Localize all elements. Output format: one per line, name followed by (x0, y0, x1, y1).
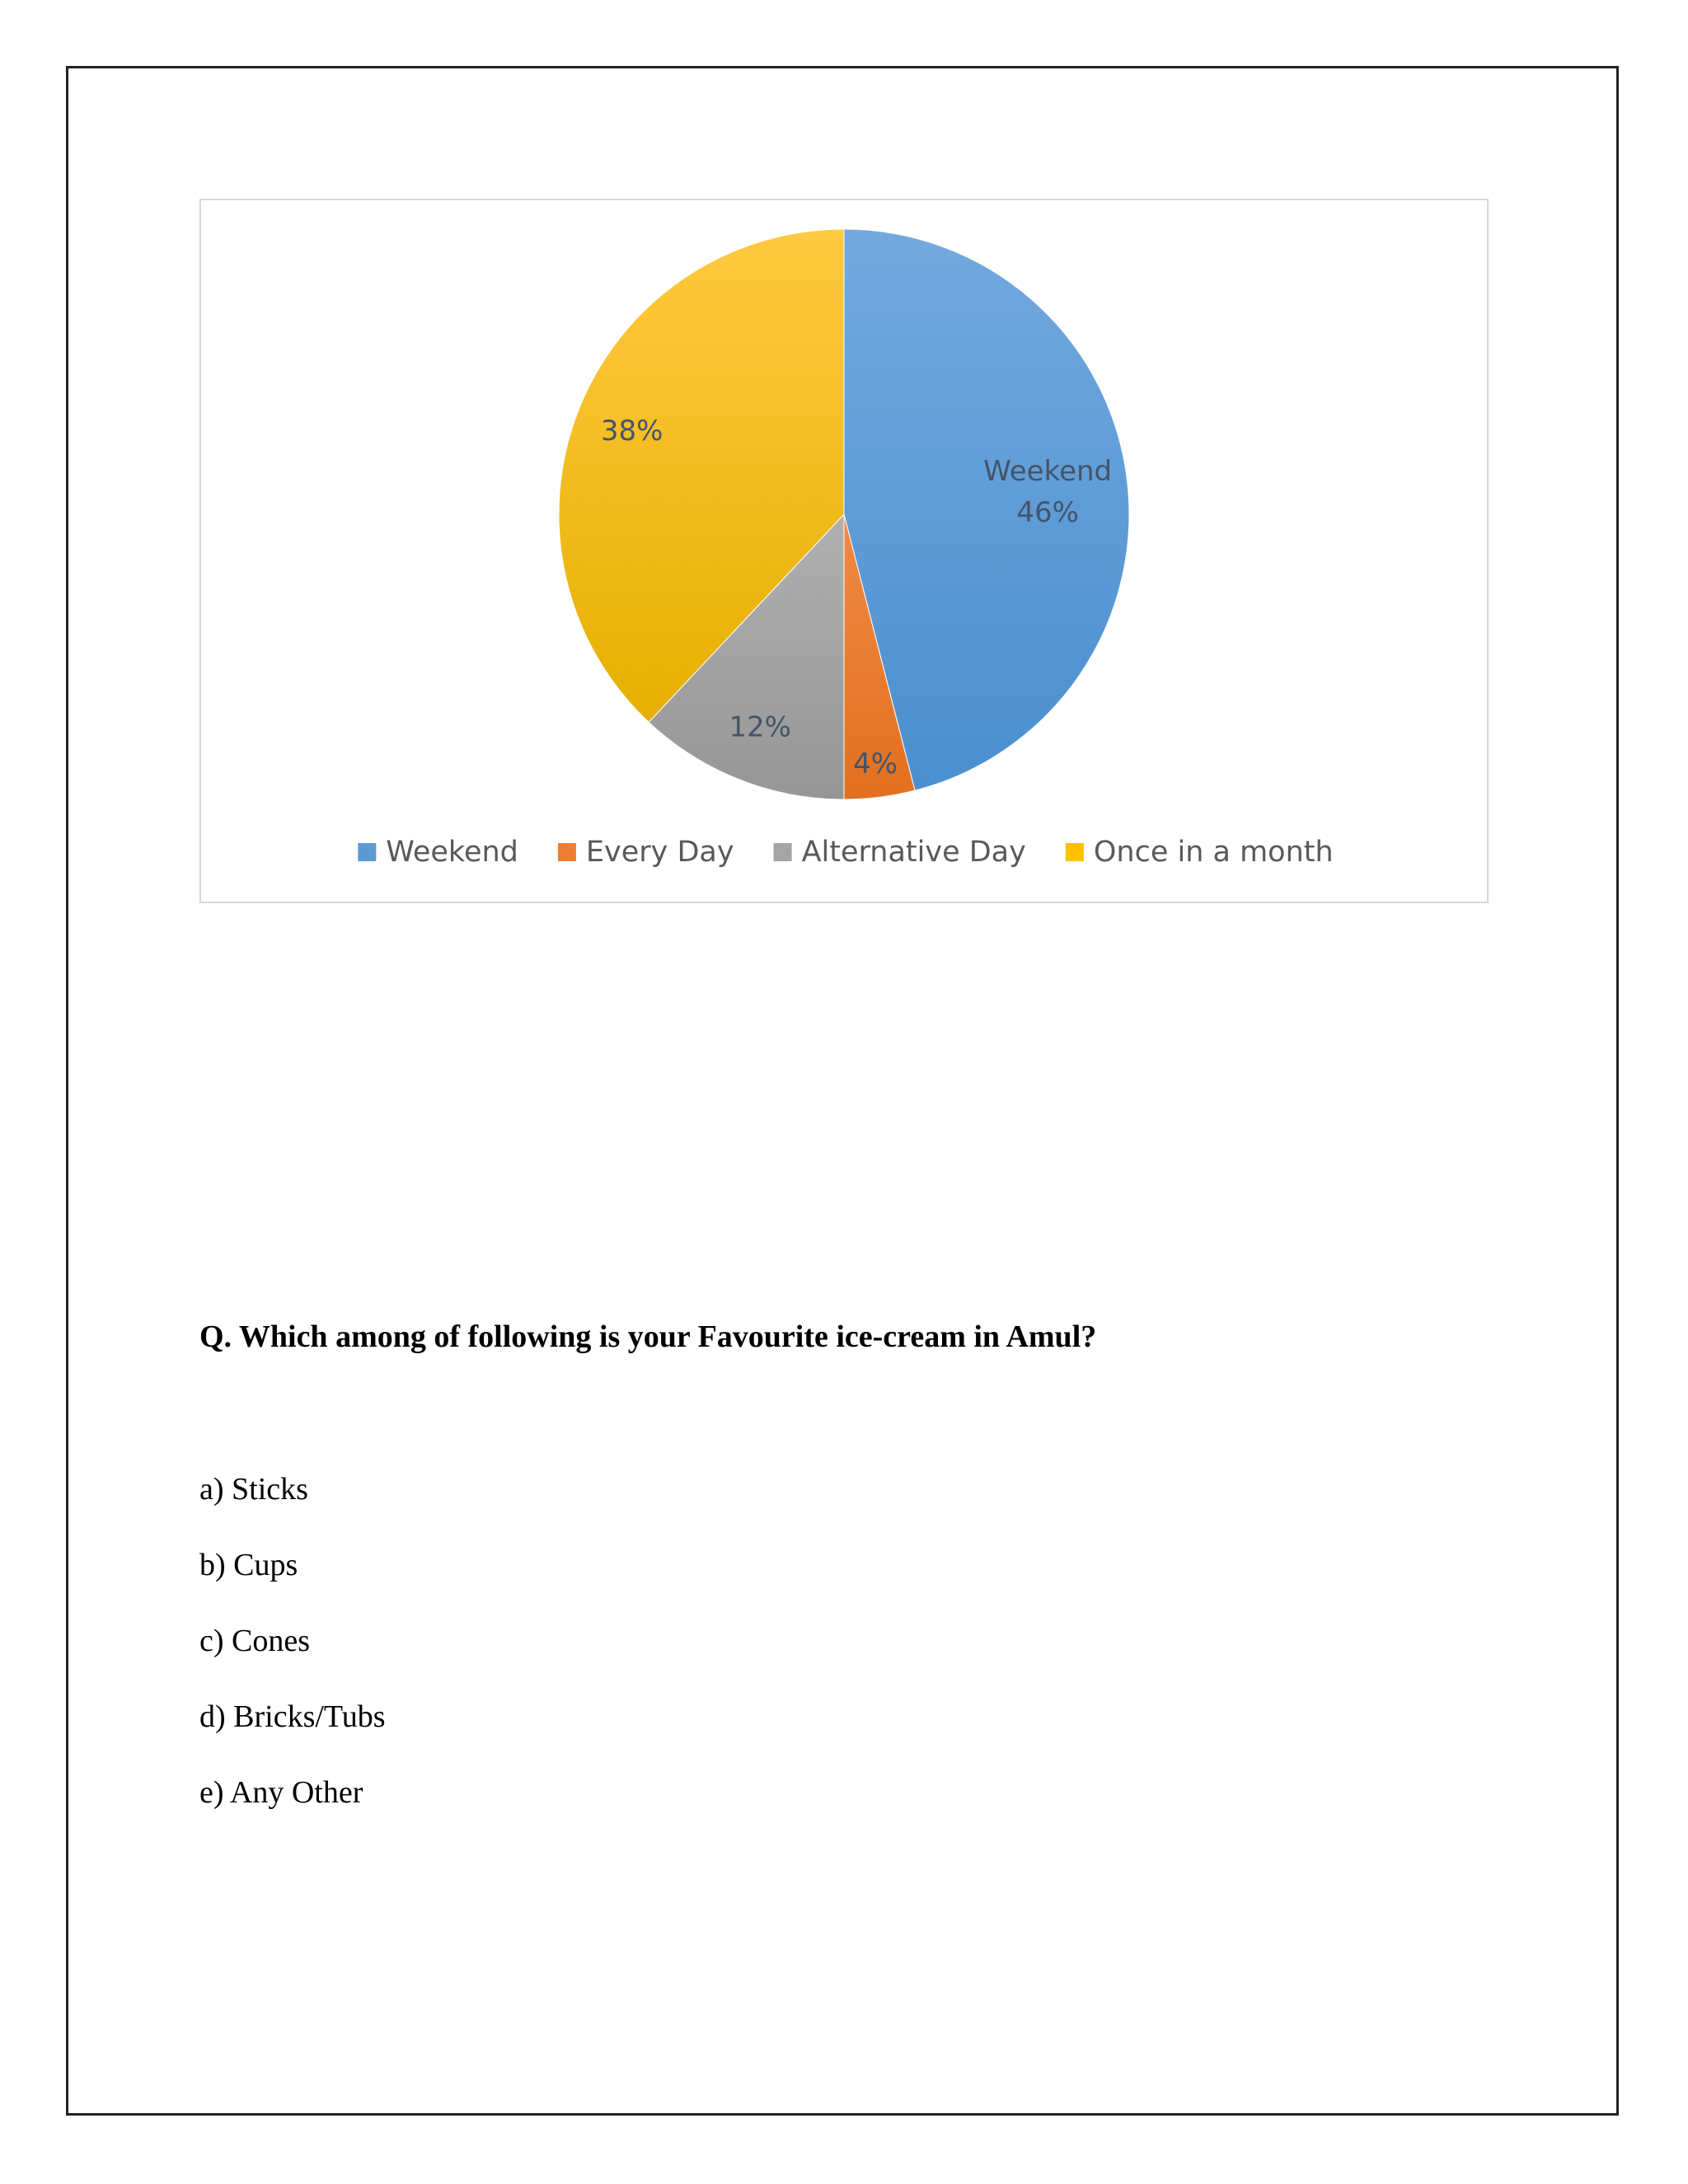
legend-label-once-in-a-month: Once in a month (1093, 836, 1334, 869)
option-a: a) Sticks (199, 1472, 308, 1507)
question-text: Q. Which among of following is your Favourite ice-cream in Amul? (199, 1319, 1097, 1354)
answer-options (199, 1471, 386, 1850)
slice-value-label: 12% (729, 710, 791, 744)
legend-swatch-alternative-day (774, 843, 792, 861)
legend-label-weekend: Weekend (386, 836, 518, 869)
option-b: b) Cups (199, 1548, 298, 1582)
legend-swatch-weekend (358, 843, 376, 861)
slice-category-label: Weekend (983, 454, 1113, 488)
legend-swatch-every-day (558, 843, 576, 861)
legend-label-every-day: Every Day (585, 836, 734, 869)
legend-swatch-once-in-a-month (1066, 843, 1084, 861)
option-d: d) Bricks/Tubs (199, 1699, 386, 1734)
option-c: c) Cones (199, 1624, 311, 1658)
slice-value-label: 4% (853, 748, 898, 781)
slice-value-label: 38% (600, 415, 663, 448)
pie-chart-canvas (201, 200, 1490, 905)
legend-label-alternative-day: Alternative Day (801, 836, 1026, 869)
slice-value-label: 46% (1016, 495, 1079, 529)
option-e: e) Any Other (199, 1775, 363, 1810)
pie-chart (199, 199, 1489, 903)
